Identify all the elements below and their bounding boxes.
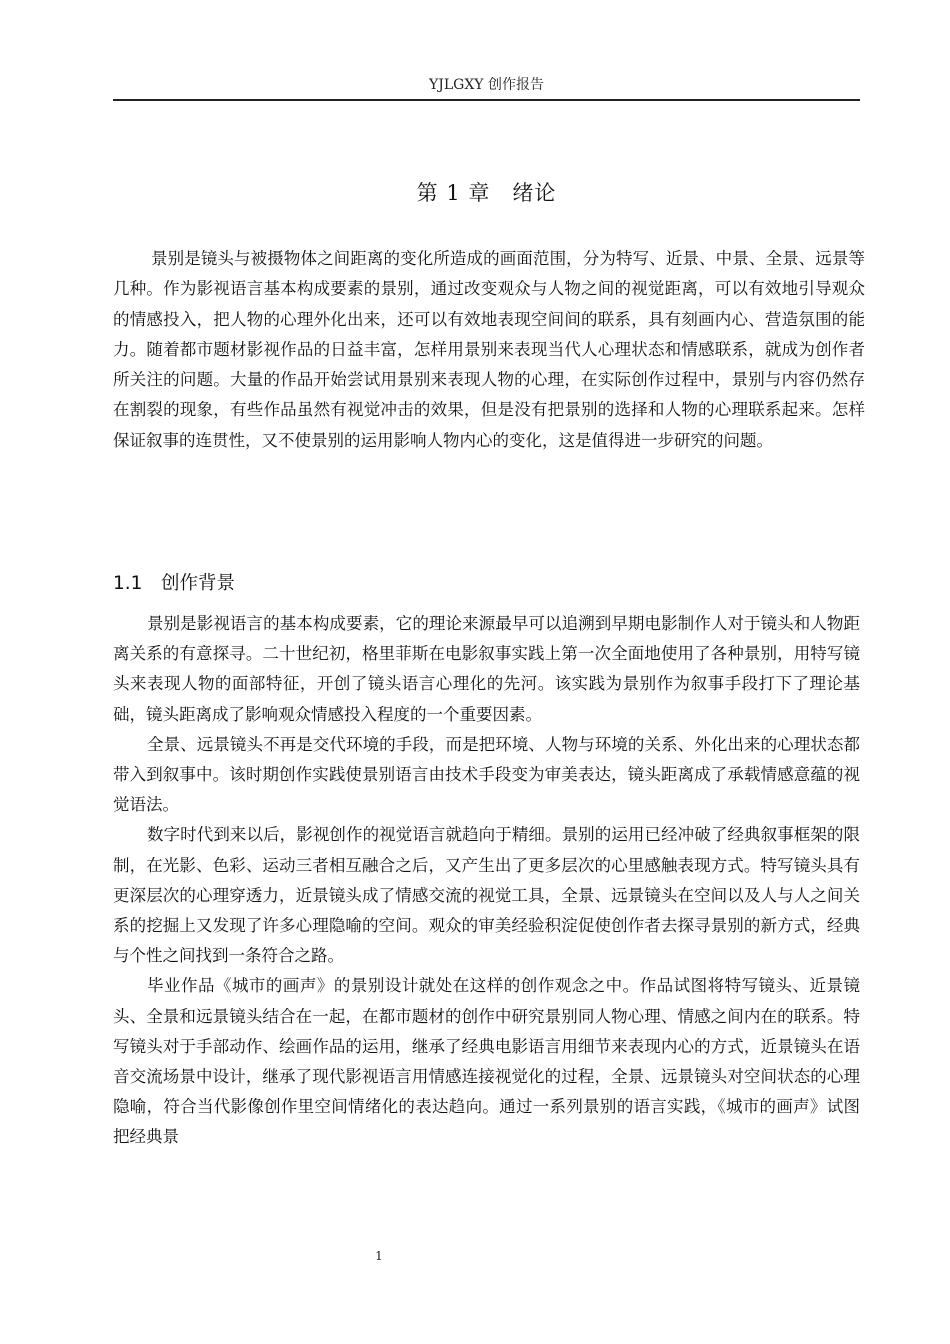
section-body xyxy=(113,609,860,1153)
page-number: 1 xyxy=(375,1249,383,1263)
section-heading xyxy=(113,569,235,599)
running-header: YJLGXY 创作报告 xyxy=(429,77,544,93)
section-title: 创作背景 xyxy=(161,573,236,594)
body-paragraph: 毕业作品《城市的画声》的景别设计就处在这样的创作观念之中。作品试图将特写镜头、近景镜头、全景和远景镜头结合在一起，在都市题材的创作中研究景别同人物心理、情感之间内在的联系。特写镜头对于手部动作、绘画作品的运用，继承了经典电影语言用细节来表现内心的方式，近景镜头在语音交流场景中设计，继承了现代影视语言用情感连接视觉化的过程，全景、远景镜头对空间状态的心理隐喻，符合当代影像创作里空间情绪化的表达趋向。通过一系列景别的语言实践，《城市的画声》试图把经典景 xyxy=(113,976,860,1147)
chapter-title: 第 1 章 绪论 xyxy=(416,181,557,205)
intro-paragraph: 景别是镜头与被摄物体之间距离的变化所造成的画面范围，分为特写、近景、中景、全景、远景等几种。作为影视语言基本构成要素的景别，通过改变观众与人物之间的视觉距离，可以有效地引导观众的情感投入，把人物的心理外化出来，还可以有效地表现空间间的联系，具有刻画内心、营造氛围的能力。随着都市题材影视作品的日益丰富，怎样用景别来表现当代人心理状态和情感联系，就成为创作者所关注的问题。大量的作品开始尝试用景别来表现人物的心理，在实际创作过程中，景别与内容仍然存在割裂的现象，有些作品虽然有视觉冲击的效果，但是没有把景别的选择和人物的心理联系起来。怎样保证叙事的连贯性，又不使景别的运用影响人物内心的变化，这是值得进一步研究的问题。 xyxy=(113,249,865,450)
body-paragraph: 全景、远景镜头不再是交代环境的手段，而是把环境、人物与环境的关系、外化出来的心理状态都带入到叙事中。该时期创作实践使景别语言由技术手段变为审美表达，镜头距离成了承载情感意蕴的视觉语法。 xyxy=(113,734,860,815)
section-number: 1.1 xyxy=(113,573,143,594)
header-rule xyxy=(113,99,860,101)
body-paragraph: 景别是影视语言的基本构成要素，它的理论来源最早可以追溯到早期电影制作人对于镜头和人物距离关系的有意探寻。二十世纪初，格里菲斯在电影叙事实践上第一次全面地使用了各种景别，用特写镜头来表现人物的面部特征，开创了镜头语言心理化的先河。该实践为景别作为叙事手段打下了理论基础，镜头距离成了影响观众情感投入程度的一个重要因素。 xyxy=(113,614,860,724)
body-paragraph: 数字时代到来以后，影视创作的视觉语言就趋向于精细。景别的运用已经冲破了经典叙事框架的限制，在光影、色彩、运动三者相互融合之后，又产生出了更多层次的心里感触表现方式。特写镜头具有更深层次的心理穿透力，近景镜头成了情感交流的视觉工具，全景、远景镜头在空间以及人与人之间关系的挖掘上又发现了许多心理隐喻的空间。观众的审美经验积淀促使创作者去探寻景别的新方式，经典与个性之间找到一条符合之路。 xyxy=(113,825,860,966)
